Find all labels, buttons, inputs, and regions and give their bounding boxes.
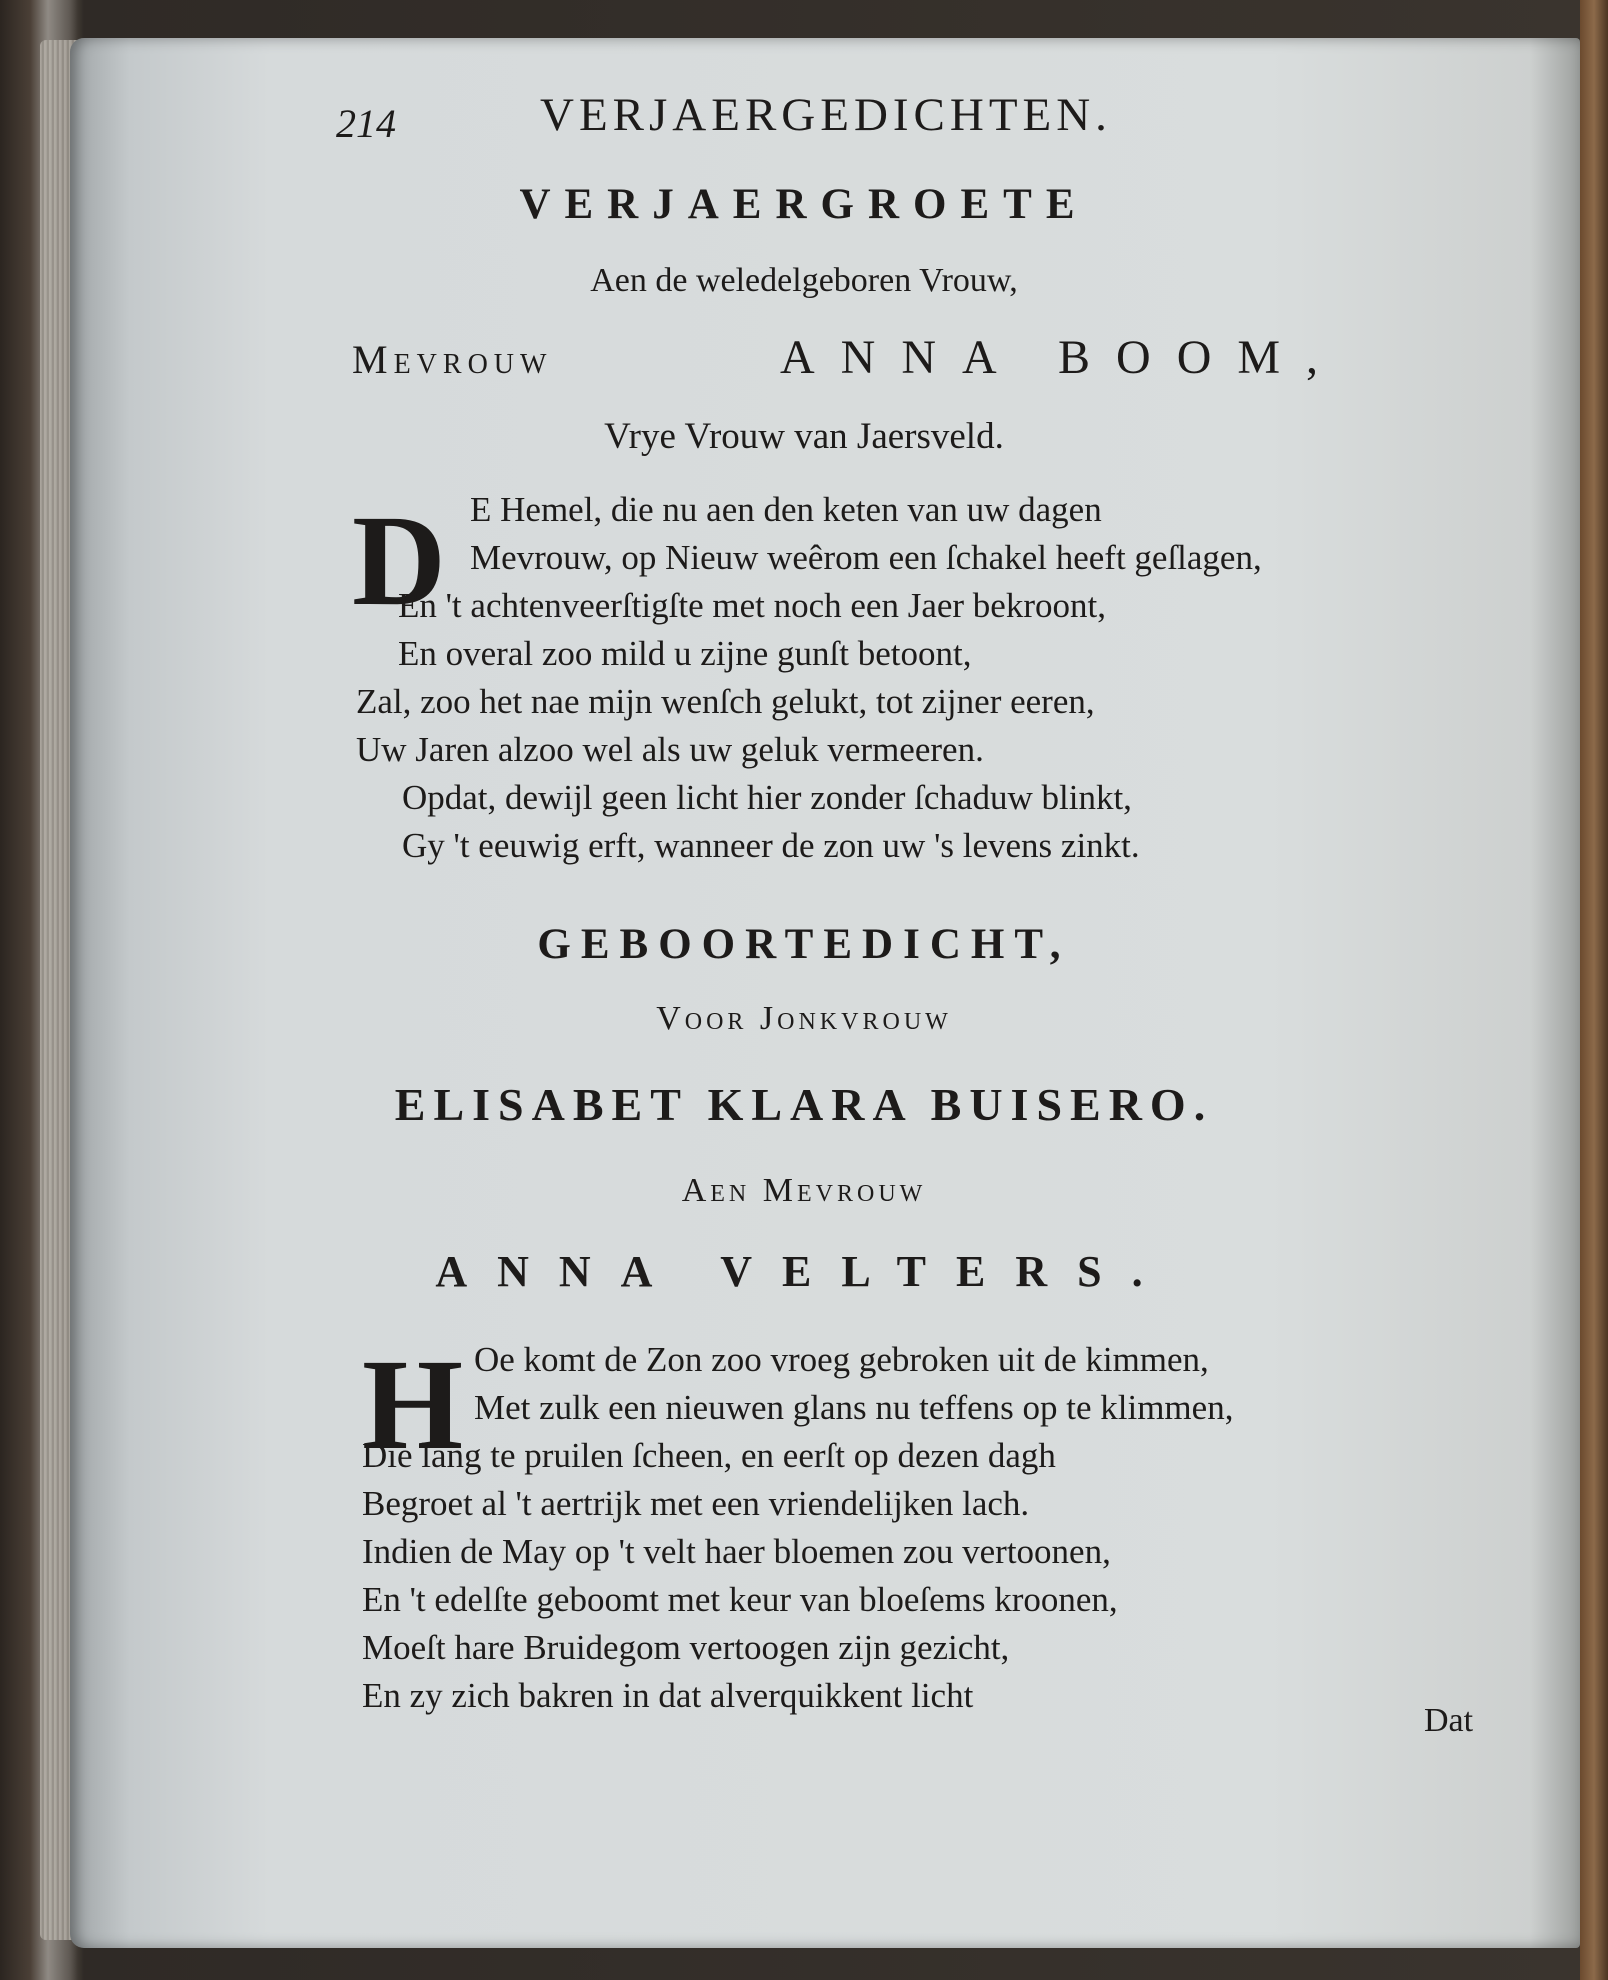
poem1-line-5: Zal, zoo het nae mijn wenſch gelukt, tot zijner eeren, — [356, 682, 1095, 721]
poem2-for-line: Voor Jonkvrouw — [656, 1000, 952, 1037]
poem2-title: GEBOORTEDICHT, — [537, 921, 1071, 968]
poem1-dedication: Aen de weledelgeboren Vrouw, — [590, 262, 1018, 299]
poem2-dropcap: H — [362, 1333, 464, 1477]
poem2-line-3: Die lang te pruilen ſcheen, en eerſt op dezen dagh — [362, 1436, 1056, 1475]
poem1-addressee-title: Vrye Vrouw van Jaersveld. — [604, 416, 1004, 457]
poem1-line-4: En overal zoo mild u zijne gunſt betoont, — [398, 634, 972, 673]
running-title: VERJAERGEDICHTEN. — [540, 89, 1112, 141]
catchword: Dat — [1424, 1702, 1474, 1739]
poem1-line-1: E Hemel, die nu aen den keten van uw dagen — [470, 490, 1102, 529]
poem1-addressee-prefix: Mevrouw — [352, 337, 553, 382]
poem1-line-8: Gy 't eeuwig erft, wanneer de zon uw 's levens zinkt. — [402, 826, 1140, 865]
poem1-addressee-name: ANNA BOOM, — [780, 331, 1345, 384]
poem2-mother-name: ANNA VELTERS. — [435, 1247, 1173, 1296]
poem2-child-name: ELISABET KLARA BUISERO. — [394, 1079, 1214, 1130]
poem2-line-5: Indien de May op 't velt haer bloemen zou vertoonen, — [362, 1532, 1111, 1571]
poem2-line-8: En zy zich bakren in dat alverquikkent licht — [362, 1676, 974, 1715]
poem2-line-1: Oe komt de Zon zoo vroeg gebroken uit de kimmen, — [474, 1340, 1209, 1379]
poem1-title: VERJAERGROETE — [519, 181, 1089, 228]
poem1-line-2: Mevrouw, op Nieuw weêrom een ſchakel heeft geſlagen, — [470, 538, 1262, 577]
poem1-line-7: Opdat, dewijl geen licht hier zonder ſchaduw blinkt, — [402, 778, 1132, 817]
poem2-line-2: Met zulk een nieuwen glans nu teffens op te klimmen, — [474, 1388, 1234, 1427]
poem1-line-3: En 't achtenveerſtigſte met noch een Jaer bekroont, — [398, 586, 1106, 625]
poem2-line-4: Begroet al 't aertrijk met een vriendelijken lach. — [362, 1484, 1030, 1523]
poem1-dropcap: D — [352, 489, 446, 633]
poem1-line-6: Uw Jaren alzoo wel als uw geluk vermeeren. — [356, 730, 984, 769]
page-number: 214 — [336, 101, 396, 146]
poem2-line-7: Moeſt hare Bruidegom vertoogen zijn gezicht, — [362, 1628, 1010, 1667]
poem2-line-6: En 't edelſte geboomt met keur van bloeſems kroonen, — [362, 1580, 1118, 1619]
poem2-to-line: Aen Mevrouw — [681, 1172, 927, 1209]
